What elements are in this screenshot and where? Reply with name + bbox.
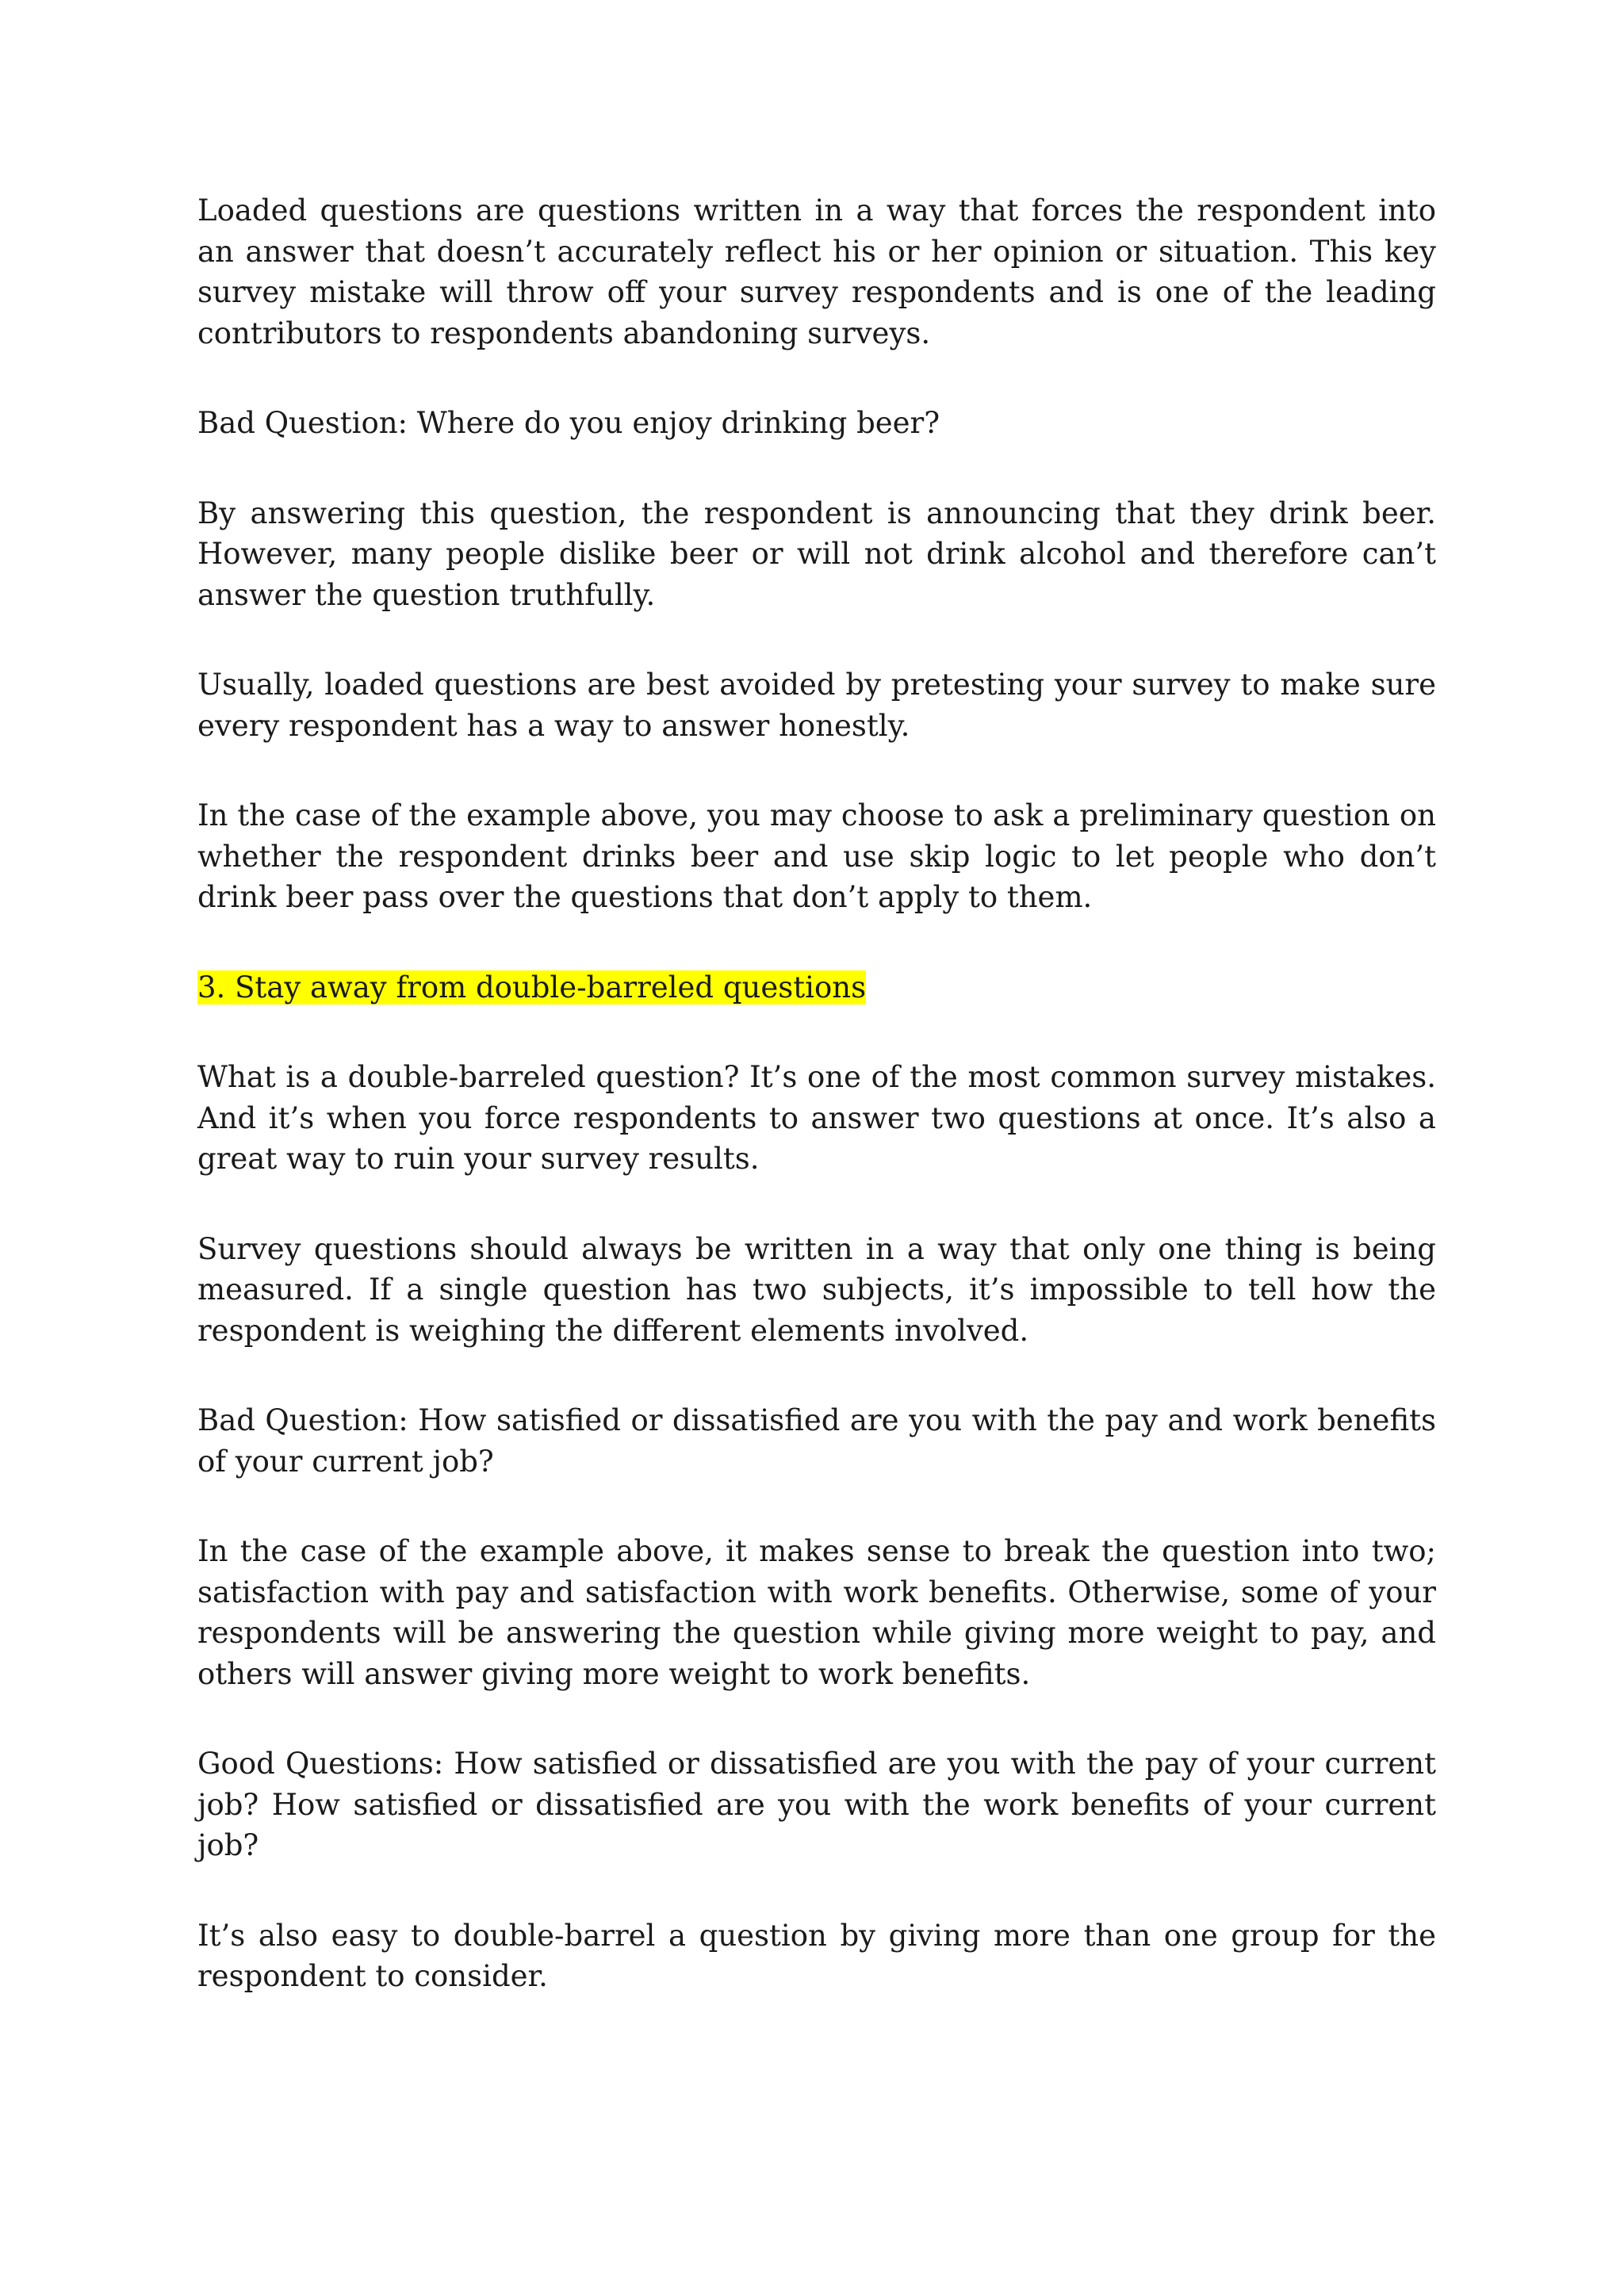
paragraph-bad-question-pay: Bad Question: How satisfied or dissatisfied are you with the pay and work benefits of your current job? [197, 1403, 1436, 1479]
paragraph-bad-question-beer: Bad Question: Where do you enjoy drinking beer? [197, 406, 940, 440]
section-heading [197, 967, 1436, 1008]
paragraph-beer-explanation: By answering this question, the respondent is announcing that they drink beer. However, many people dislike beer or will not drink alcohol and therefore can’t answer the question truthfully. [197, 496, 1436, 612]
paragraph-good-questions: Good Questions: How satisfied or dissatisfied are you with the pay of your current job? How satisfied or dissatisfied are you with the work benefits of your current job? [197, 1747, 1436, 1862]
paragraph-single-measure: Survey questions should always be written in a way that only one thing is being measured. If a single question has two subjects, it’s impossible to tell how the respondent is weighing the different elements involved. [197, 1231, 1436, 1348]
paragraph-skip-logic: In the case of the example above, you may choose to ask a preliminary question on whether the respondent drinks beer and use skip logic to let people who don’t drink beer pass over the questions that don’t apply to them. [197, 798, 1436, 914]
paragraph-split-question: In the case of the example above, it makes sense to break the question into two; satisfaction with pay and satisfaction with work benefits. Otherwise, some of your respondents will be answering the question while giving more weight to pay, and others will answer giving more weight to work benefits. [197, 1534, 1436, 1691]
paragraph-multiple-groups: It’s also easy to double-barrel a question by giving more than one group for the respondent to consider. [197, 1918, 1436, 1993]
paragraph-double-barreled-definition: What is a double-barreled question? It’s one of the most common survey mistakes. And it’s when you force respondents to answer two questions at once. It’s also a great way to ruin your survey results. [197, 1060, 1436, 1176]
document-body [197, 190, 1436, 2046]
paragraph-loaded-questions-intro: Loaded questions are questions written in a way that forces the respondent into an answer that doesn’t accurately reflect his or her opinion or situation. This key survey mistake will throw off your survey respondents and is one of the leading contributors to respondents abandoning surveys. [197, 193, 1436, 350]
highlighted-heading-text: 3. Stay away from double-barreled questions [197, 970, 867, 1004]
paragraph-pretesting-advice: Usually, loaded questions are best avoided by pretesting your survey to make sure every respondent has a way to answer honestly. [197, 668, 1436, 743]
